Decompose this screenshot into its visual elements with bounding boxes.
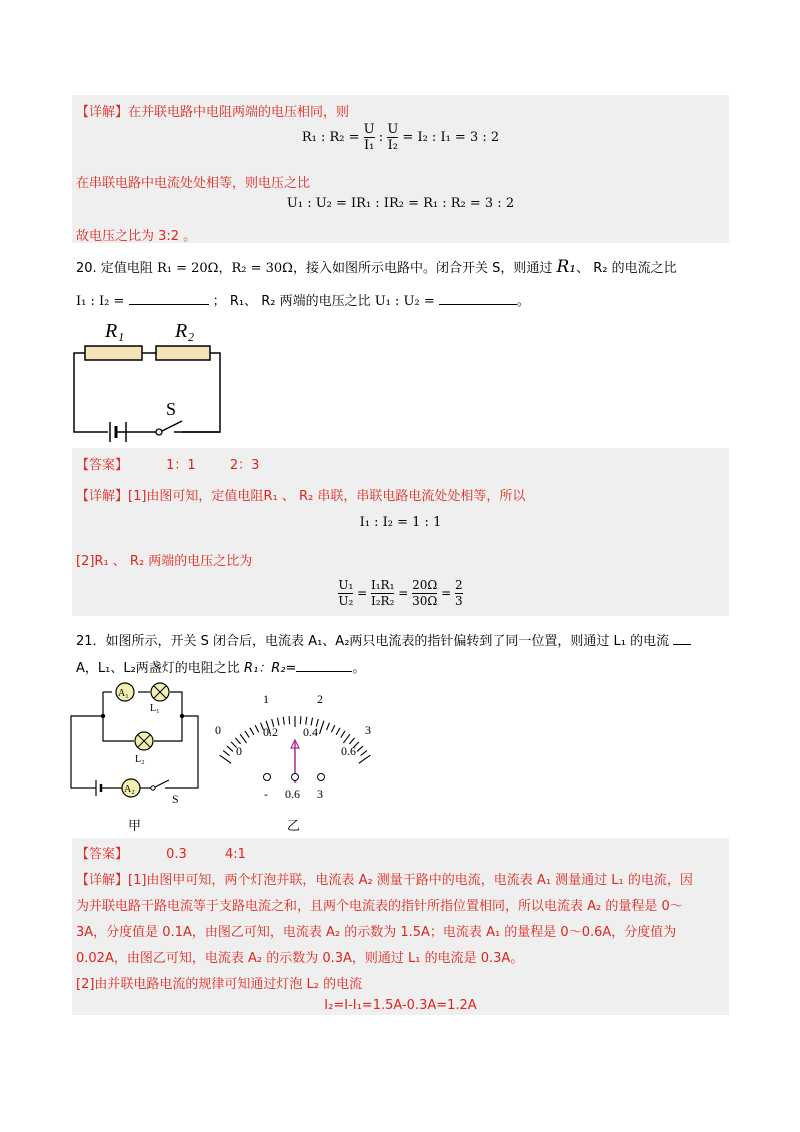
frac-num: U₁: [338, 578, 354, 592]
detail-2a: [2]: [76, 554, 95, 569]
q21-blank-2[interactable]: [296, 671, 352, 672]
q20-stem-line2: [76, 290, 530, 309]
q20-r2: R₂ = 30Ω: [231, 261, 293, 276]
frac-den: I₂: [387, 138, 398, 153]
dial-tick: [357, 746, 363, 751]
frac-den: I₁: [363, 138, 375, 153]
detail-2b: R₁ 、 R₂ 两端的电压之比为: [94, 554, 253, 569]
q20-stem-d: 、 R₂ 的电流之比: [576, 261, 677, 276]
switch-lever: [155, 780, 169, 787]
terminal-label-neg: -: [264, 787, 268, 801]
frac-num: U: [387, 122, 399, 137]
q20-detail-line1: [76, 485, 525, 504]
q20-answer-line: [76, 454, 259, 473]
l1-label: L₁: [150, 703, 160, 714]
eq-left: R₁ : R₂ =: [301, 130, 360, 145]
label-outer-0: 0: [215, 723, 221, 737]
dial-tick: [320, 721, 324, 734]
detail-1: [1]由图可知，定值电阻: [128, 489, 264, 504]
terminal-label-3: 3: [317, 787, 323, 801]
q20-i-ratio: I₁ : I₂ =: [76, 294, 125, 309]
switch-pivot: [156, 429, 162, 435]
label-r2: R₂: [175, 320, 195, 342]
q20-period: 。: [516, 294, 530, 309]
series-text: 在串联电路中电流处处相等，则电压之比: [76, 176, 311, 191]
eq-fraction: [371, 578, 394, 609]
answer-1: 0.3: [166, 847, 187, 862]
terminal-06: [292, 774, 299, 781]
dial-tick: [343, 734, 350, 743]
a1-label: A₁: [118, 688, 129, 699]
q21-stem-line2: [76, 657, 365, 676]
dial-tick: [331, 725, 334, 732]
l2-label: L₂: [135, 754, 145, 765]
frac-num: I₁R₁: [370, 578, 395, 592]
detail-line-3: 3A，分度值是 0.1A，由图乙可知，电流表 A₂ 的示数为 1.5A；电流表 A₁ 的量程是 0～0.6A，分度值为: [76, 925, 677, 940]
eq-right: = I₂ : I₁ = 3 : 2: [402, 130, 500, 145]
label-inner-04: 0.4: [303, 725, 318, 739]
prev-equation-1: [72, 122, 729, 153]
detail-tag: 【详解】: [76, 873, 129, 888]
answer-tag: 【答案】: [76, 847, 129, 862]
q21-circuit-jia: [68, 678, 203, 803]
answer-tag: 【答案】: [76, 458, 129, 473]
q21-ammeter-dial: [205, 688, 385, 806]
eq-fraction: [364, 122, 375, 153]
prev-equation-2: U₁ : U₂ = IR₁ : IR₂ = R₁ : R₂ = 3 : 2: [286, 196, 515, 211]
q21-equation: I₂=I-I₁=1.5A-0.3A=1.2A: [324, 998, 477, 1013]
dial-tick: [245, 731, 249, 738]
caption-yi: 乙: [287, 819, 301, 834]
dial-tick: [359, 755, 370, 763]
prev-detail-line: [76, 101, 349, 120]
q21-detail: [76, 868, 728, 998]
label-r1: R₁: [105, 320, 125, 342]
label-top-1: 1: [263, 692, 269, 706]
junction-left: [101, 714, 105, 718]
q20-stem-line1: [76, 257, 677, 277]
dial-tick: [283, 717, 284, 725]
answer-2: 4:1: [224, 847, 246, 862]
eq-fraction: [338, 578, 353, 609]
label-top-2: 2: [317, 692, 323, 706]
dial-tick: [336, 728, 340, 735]
q20-circuit-diagram: [70, 312, 230, 442]
eq-fraction: [412, 578, 437, 609]
q20-blank-2[interactable]: [439, 304, 517, 305]
detail-line-1: [1]由图甲可知，两个灯泡并联，电流表 A₂ 测量干路中的电流，电流表 A₁ 测量通过 L₁ 的电流，因: [128, 873, 693, 888]
detail-tag: 【详解】: [76, 489, 129, 504]
dial-tick: [250, 728, 254, 735]
switch-pivot: [151, 786, 155, 790]
q20-r1: R₁ = 20Ω: [156, 261, 219, 276]
dial-tick: [223, 751, 229, 756]
detail-tag: 【详解】: [76, 105, 129, 120]
dial-tick: [227, 746, 233, 751]
eq-fraction: [455, 578, 463, 609]
dial-tick: [289, 716, 290, 724]
terminal-3: [318, 774, 325, 781]
dial-tick: [361, 751, 367, 756]
q21-blank-1[interactable]: [673, 644, 691, 645]
dial-tick: [240, 734, 247, 743]
label-bottom-0: 0: [236, 744, 242, 758]
answer-1: 1：1: [166, 458, 196, 473]
dial-tick: [255, 725, 258, 732]
junction-right: [180, 714, 184, 718]
q20-u-ratio: U₁ : U₂ =: [374, 294, 435, 309]
q20-equation-1: I₁ : I₂ = 1 : 1: [359, 515, 442, 530]
q20-blank-1[interactable]: [129, 304, 209, 305]
detail-line-4: 0.02A，由图乙可知，电流表 A₂ 的示数为 0.3A，则通过 L₁ 的电流是 0.3A。: [76, 951, 524, 966]
q21-period: 。: [352, 661, 366, 676]
terminal-neg: [264, 774, 271, 781]
dial-tick: [300, 716, 301, 724]
answer-2: 2：3: [229, 458, 260, 473]
frac-den: I₂R₂: [370, 594, 395, 608]
a2-label: A₂: [124, 784, 135, 795]
switch-lever: [162, 421, 182, 431]
q20-stem-b: ，接入如图所示电路中。闭合开关 S，则通过: [292, 261, 553, 276]
q20-stem-a: 20. 定值电阻: [76, 261, 153, 276]
label-bottom-06: 0.6: [341, 744, 356, 758]
frac-num: 20Ω: [412, 578, 438, 592]
frac-den: 3: [454, 594, 463, 608]
dial-tick: [306, 717, 307, 725]
label-outer-3: 3: [365, 723, 371, 737]
frac-den: U₂: [338, 594, 354, 608]
label-inner-02: 0.2: [263, 725, 278, 739]
frac-num: U: [363, 122, 375, 137]
frac-num: 2: [454, 578, 463, 592]
detail-line-5: [2]由并联电路电流的规律可知通过灯泡 L₂ 的电流: [76, 977, 363, 992]
detail-line-2: 为并联电路干路电流等于支路电流之和，且两个电流表的指针所指位置相同，所以电流表 A₂ 的量程是 0～: [76, 899, 683, 914]
dial-tick: [326, 723, 329, 730]
q21-stem-1: 21．如图所示，开关 S 闭合后，电流表 A₁、A₂两只电流表的指针偏转到了同一位置，则通过 L₁ 的电流: [76, 634, 670, 649]
q21-stem-2b: R₁：R₂=: [243, 661, 297, 676]
q21-stem-2a: A，L₁、L₂两盏灯的电阻之比: [76, 661, 240, 676]
detail-1b: R₁ 、 R₂ 串联，串联电路电流处处相等，所以: [263, 489, 526, 504]
eq-fraction: [387, 122, 398, 153]
q20-comma: ，: [218, 261, 232, 276]
q20-voltage-text: R₁、 R₂ 两端的电压之比: [229, 294, 371, 309]
resistor-r2: [156, 346, 210, 360]
prev-conclusion: 故电压之比为 3:2 。: [76, 229, 197, 244]
terminal-label-06: 0.6: [285, 787, 300, 801]
frac-den: 30Ω: [412, 594, 438, 608]
q20-semicolon: ；: [212, 294, 226, 309]
label-s: S: [166, 399, 177, 419]
caption-jia: 甲: [128, 819, 142, 834]
eq-colon: :: [378, 130, 384, 145]
dial-tick: [220, 755, 231, 763]
s-label: S: [172, 792, 179, 803]
detail-text: 在并联电路中电阻两端的电压相同，则: [128, 105, 350, 120]
q20-equation-2: $\frac{\text{U₁}}{\text{U₂}}$ = $\frac{\text{I₁R₁}}{\text{I₂R₂}}$ = $\frac{20\Omega}{30\Omega}$ = $\frac{2}{3}$: [338, 578, 463, 608]
q21-stem-line1: [76, 630, 691, 649]
q20-detail-line2: [76, 550, 252, 569]
q21-answer-line: [76, 843, 246, 862]
q20-r1-symbol: R₁: [556, 257, 577, 277]
resistor-r1: [85, 346, 142, 360]
dial-tick: [341, 731, 345, 738]
